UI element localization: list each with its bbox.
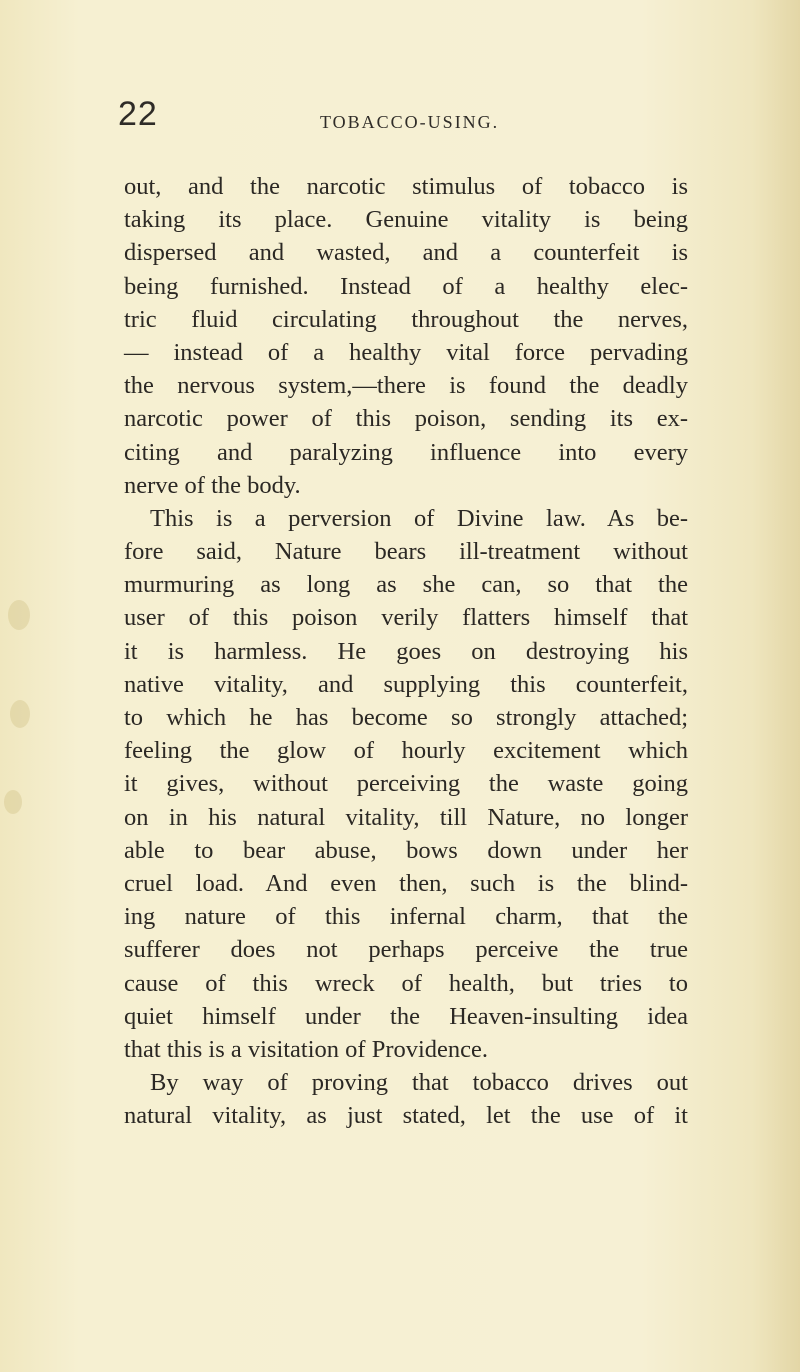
body-text <box>124 170 688 1132</box>
text-line: tric fluid circulating throughout the nerves, <box>124 305 688 333</box>
text-line: This is a perversion of Divine law. As be- <box>150 504 688 532</box>
text-line: By way of proving that tobacco drives out <box>150 1069 688 1097</box>
text-line: ing nature of this infernal charm, that the <box>124 903 688 931</box>
text-line: able to bear abuse, bows down under her <box>124 836 688 864</box>
text-line: that this is a visitation of Providence. <box>124 1035 489 1063</box>
page-number: 22 <box>118 95 158 133</box>
text-line: murmuring as long as she can, so that the <box>124 571 688 599</box>
text-line: — instead of a healthy vital force pervading <box>124 338 688 366</box>
text-line: to which he has become so strongly attached; <box>124 704 688 731</box>
paper-stain <box>4 790 22 814</box>
text-line: cause of this wreck of health, but tries to <box>124 969 688 997</box>
text-line: narcotic power of this poison, sending its ex- <box>124 405 688 433</box>
text-line: it gives, without perceiving the waste going <box>124 770 688 798</box>
text-line: taking its place. Genuine vitality is being <box>124 206 688 234</box>
text-line: dispersed and wasted, and a counterfeit is <box>124 239 688 267</box>
paper-stain <box>8 600 30 630</box>
text-line: the nervous system,—there is found the deadly <box>124 372 688 400</box>
text-line: on in his natural vitality, till Nature, no longer <box>124 803 688 831</box>
text-line: feeling the glow of hourly excitement which <box>124 737 688 765</box>
paper-stain <box>10 700 30 728</box>
text-line: sufferer does not perhaps perceive the true <box>124 936 688 964</box>
text-line: it is harmless. He goes on destroying his <box>124 637 688 665</box>
running-head: TOBACCO-USING. <box>320 112 500 132</box>
text-line: being furnished. Instead of a healthy elec- <box>124 272 688 300</box>
text-line: user of this poison verily flatters himself that <box>124 604 688 632</box>
text-line: natural vitality, as just stated, let the use of it <box>124 1102 688 1130</box>
text-line: quiet himself under the Heaven-insulting idea <box>124 1002 688 1030</box>
text-line: fore said, Nature bears ill-treatment without <box>124 538 688 566</box>
text-line: native vitality, and supplying this counterfeit, <box>124 670 688 698</box>
text-line: out, and the narcotic stimulus of tobacco is <box>124 173 688 200</box>
text-line: cruel load. And even then, such is the blind- <box>124 869 688 897</box>
text-line: nerve of the body. <box>124 471 301 499</box>
text-line: citing and paralyzing influence into every <box>124 438 688 466</box>
